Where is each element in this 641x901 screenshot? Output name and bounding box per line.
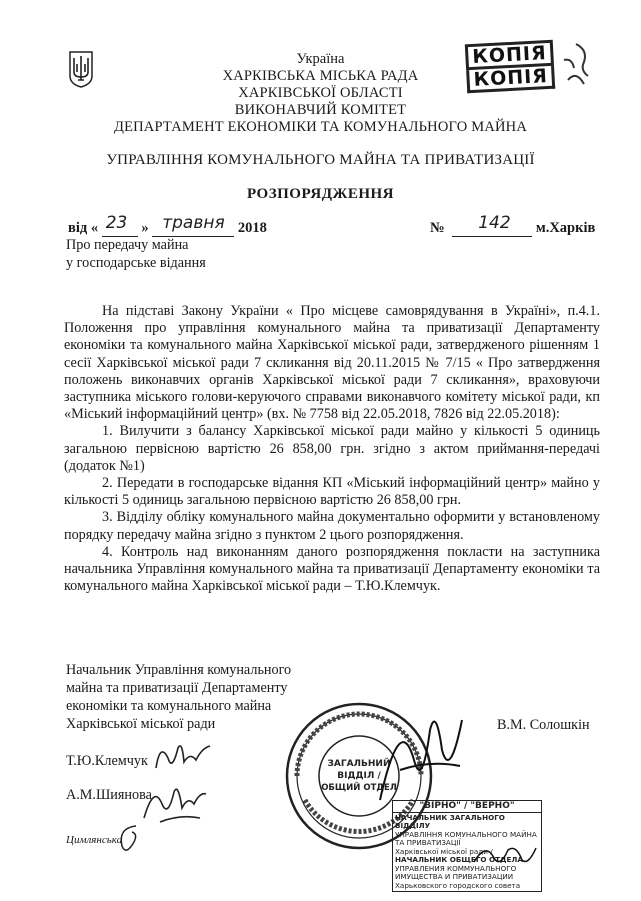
subject-line1: Про передачу майна	[66, 237, 189, 253]
order-number: 142	[478, 213, 511, 233]
signatory-title-line3: економіки та комунального майна	[66, 698, 272, 714]
executor-signature-icon	[114, 820, 144, 860]
body-item-1: 1. Вилучити з балансу Харківської міської ради майно у кількості 5 одиниць загальною первісною вартістю 26 858,00 грн. згідно з актом приймання-передачі (додаток №1)	[64, 423, 600, 474]
subject-line2: у господарське відання	[66, 255, 206, 271]
signatory-title-line2: майна та приватизації Департаменту	[66, 680, 288, 696]
verno-stamp-line4: Харківської міської ради /	[395, 846, 493, 856]
header-committee: ВИКОНАВЧИЙ КОМІТЕТ	[234, 102, 407, 118]
date-day-field	[102, 213, 138, 237]
signatory-title-line4: Харківської міської ради	[66, 716, 216, 732]
header-department: ДЕПАРТАМЕНТ ЕКОНОМІКИ ТА КОМУНАЛЬНОГО МАЙНА	[113, 119, 528, 135]
executor: Цимлянська	[66, 834, 123, 846]
verno-stamp-line3: УПРАВЛІННЯ КОМУНАЛЬНОГО МАЙНА ТА ПРИВАТИЗАЦІЇ	[395, 829, 537, 847]
signatory-title	[66, 661, 291, 733]
round-stamp-line1: ЗАГАЛЬНИЙ	[327, 759, 391, 769]
verno-stamp-line6: УПРАВЛЕНИЯ КОММУНАЛЬНОГО ИМУЩЕСТВА И ПРИВАТИЗАЦИИ	[395, 863, 517, 881]
date-year: 2018	[237, 220, 267, 236]
date-day: 23	[105, 213, 128, 233]
order-number-field	[452, 213, 532, 237]
verno-stamp-line2: НАЧАЛЬНИК ЗАГАЛЬНОГО ВІДДІЛУ	[395, 812, 505, 830]
date-month-field	[152, 213, 234, 237]
approver-2-signature-icon	[140, 778, 210, 826]
document-type: РОЗПОРЯДЖЕННЯ	[246, 186, 395, 202]
city: м.Харків	[535, 220, 596, 236]
date-close-quote: »	[141, 220, 149, 236]
order-number-block	[430, 213, 596, 237]
copy-stamp-ornament-icon	[558, 40, 594, 90]
verno-stamp-line7: Харьковского городского совета	[395, 880, 521, 890]
head-signature-icon	[370, 700, 470, 810]
copy-stamp	[465, 40, 556, 94]
header-council: ХАРКІВСЬКА МІСЬКА РАДА	[222, 68, 419, 84]
approver-1-signature-icon	[150, 738, 214, 776]
round-stamp-line3: ОБЩИЙ ОТДЕЛ	[321, 783, 397, 793]
verno-stamp-line5: НАЧАЛЬНИК ОБЩЕГО ОТДЕЛА	[395, 855, 523, 864]
body-text	[64, 303, 600, 595]
approver-2: А.М.Шиянова	[66, 787, 152, 803]
header-directorate: УПРАВЛІННЯ КОМУНАЛЬНОГО МАЙНА ТА ПРИВАТИЗАЦІЇ	[106, 152, 535, 168]
verno-signature-icon	[470, 840, 540, 870]
round-stamp-line2: ВІДДІЛ /	[337, 771, 381, 781]
verno-stamp-line1: "ВІРНО" / "ВЕРНО"	[392, 800, 542, 812]
signatory-title-line1: Начальник Управління комунального	[66, 662, 292, 678]
header-country: Україна	[296, 51, 345, 67]
subject	[66, 236, 206, 272]
copy-stamp-line1: КОПІЯ	[465, 40, 555, 71]
body-item-2: 2. Передати в господарське відання КП «Міський інформаційний центр» майно у кількості 5 одиниць загальною первісною вартістю 26 858,00 грн.	[64, 475, 600, 509]
order-number-label: №	[430, 220, 445, 236]
body-item-3: 3. Відділу обліку комунального майна документально оформити у встановленому порядку передачу майна згідно з пунктом 2 цього розпорядження.	[64, 509, 600, 543]
header-oblast: ХАРКІВСЬКОЇ ОБЛАСТІ	[238, 85, 403, 101]
body-preamble: На підставі Закону України « Про місцеве самоврядування в Україні», п.4.1. Положення про управління комунального майна та приватизації Департаменту економіки та комунального майна Харківської міської ради, затвердженого рішенням 1 сесії Харківської міської ради 7 скликання від 20.11.2015 № 7/15 « Про затвердження положень виконавчих органів Харківської міської ради 7 скликання», враховуючи заступника міського голови-керуючого справами виконавчого комітету міської ради, кп «Міський інформаційний центр» (вх. № 7758 від 22.05.2018, 7826 від 22.05.2018):	[64, 303, 600, 423]
signatory-name: В.М. Солошкін	[497, 717, 590, 733]
copy-stamp-line2: КОПІЯ	[466, 66, 555, 94]
date-from-label: від «	[68, 220, 99, 236]
date-month: травня	[162, 213, 225, 233]
body-item-4: 4. Контроль над виконанням даного розпорядження покласти на заступника начальника Управління комунального майна та приватизації Департаменту економіки та комунального майна Харківської міської ради – Т.Ю.Клемчук.	[64, 543, 600, 595]
approver-1: Т.Ю.Клемчук	[66, 753, 148, 769]
